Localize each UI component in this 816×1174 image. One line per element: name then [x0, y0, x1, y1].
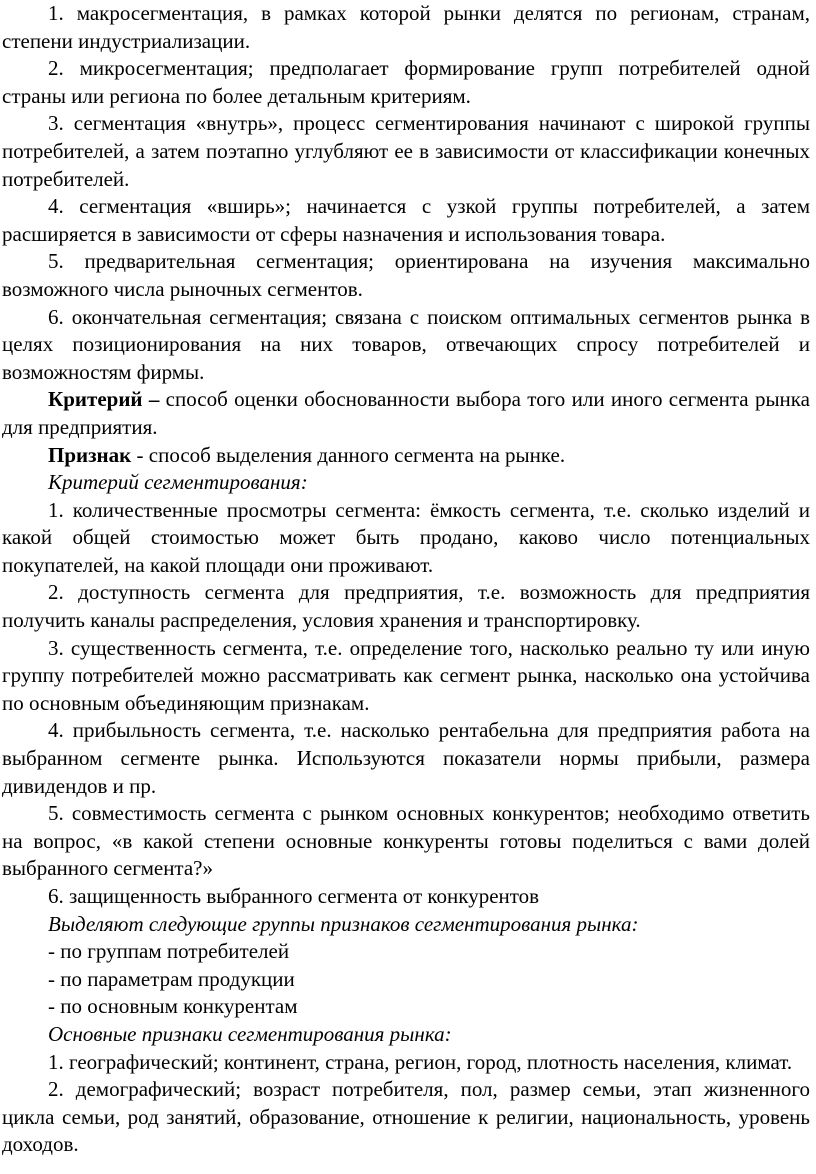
groups-heading: Выделяют следующие группы признаков сегментирования рынка:: [48, 911, 639, 936]
groups-item: - по параметрам продукции: [48, 966, 295, 991]
criterion-text: способ оценки обоснованности выбора того или иного сегмента рынка для предприятия.: [2, 387, 810, 439]
criteria-item: 2. доступность сегмента для предприятия, т.е. возможность для предприятия получить каналы распределения, условия хранения и транспортировку.: [2, 580, 810, 633]
paragraph-macrosegmentation: 1. макросегментация, в рамках которой рынки делятся по регионам, странам, степени индустриализации.: [2, 1, 810, 53]
features-item: 1. географический; континент, страна, регион, город, плотность населения, климат.: [48, 1049, 793, 1074]
features-heading: Основные признаки сегментирования рынка:: [48, 1021, 452, 1046]
criteria-item: 4. прибыльность сегмента, т.е. насколько рентабельна для предприятия работа на выбранном сегменте рынка. Используются показатели нормы прибыли, размера дивидендов и пр.: [2, 718, 810, 798]
paragraph-preliminary-segmentation: 5. предварительная сегментация; ориентирована на изучения максимально возможного числа рыночных сегментов.: [2, 249, 810, 301]
criteria-heading: Критерий сегментирования:: [48, 470, 308, 495]
groups-item: - по группам потребителей: [48, 939, 290, 964]
criteria-item: 6. защищенность выбранного сегмента от конкурентов: [48, 884, 540, 908]
definition-feature: [2, 442, 810, 470]
feature-text: - способ выделения данного сегмента на рынке.: [131, 442, 566, 467]
paragraph-segmentation-outward: 4. сегментация «вширь»; начинается с узкой группы потребителей, а затем расширяется в зависимости от сферы назначения и использования товара.: [2, 194, 810, 246]
groups-item: - по основным конкурентам: [48, 994, 298, 1019]
definition-criterion: [2, 386, 810, 441]
criteria-item: 1. количественные просмотры сегмента: ёмкость сегмента, т.е. сколько изделий и какой общей стоимостью может быть продано, каково число потенциальных покупателей, на какой площади они проживают.: [2, 497, 810, 577]
paragraph-microsegmentation: 2. микросегментация; предполагает формирование групп потребителей одной страны или региона по более детальным критериям.: [2, 56, 810, 108]
features-item: 2. демографический; возраст потребителя, пол, размер семьи, этап жизненного цикла семьи, род занятий, образование, отношение к религии, национальность, уровень доходов.: [2, 1077, 810, 1157]
paragraph-segmentation-inward: 3. сегментация «внутрь», процесс сегментирования начинают с широкой группы потребителей, а затем поэтапно углубляют ее в зависимости от классификации конечных потребителей.: [2, 111, 810, 191]
paragraph-final-segmentation: 6. окончательная сегментация; связана с поиском оптимальных сегментов рынка в целях позиционирования на них товаров, отвечающих спросу потребителей и возможностям фирмы.: [2, 304, 810, 384]
criterion-term: Критерий –: [48, 387, 160, 412]
feature-term: Признак: [48, 442, 132, 467]
criteria-item: 5. совместимость сегмента с рынком основных конкурентов; необходимо ответить на вопрос, «в какой степени основные конкуренты готовы поделиться с вами долей выбранного сегмента?»: [2, 801, 810, 881]
criteria-item: 3. существенность сегмента, т.е. определение того, насколько реально ту или иную группу потребителей можно рассматривать как сегмент рынка, насколько она устойчива по основным объединяющим признакам.: [2, 635, 810, 715]
